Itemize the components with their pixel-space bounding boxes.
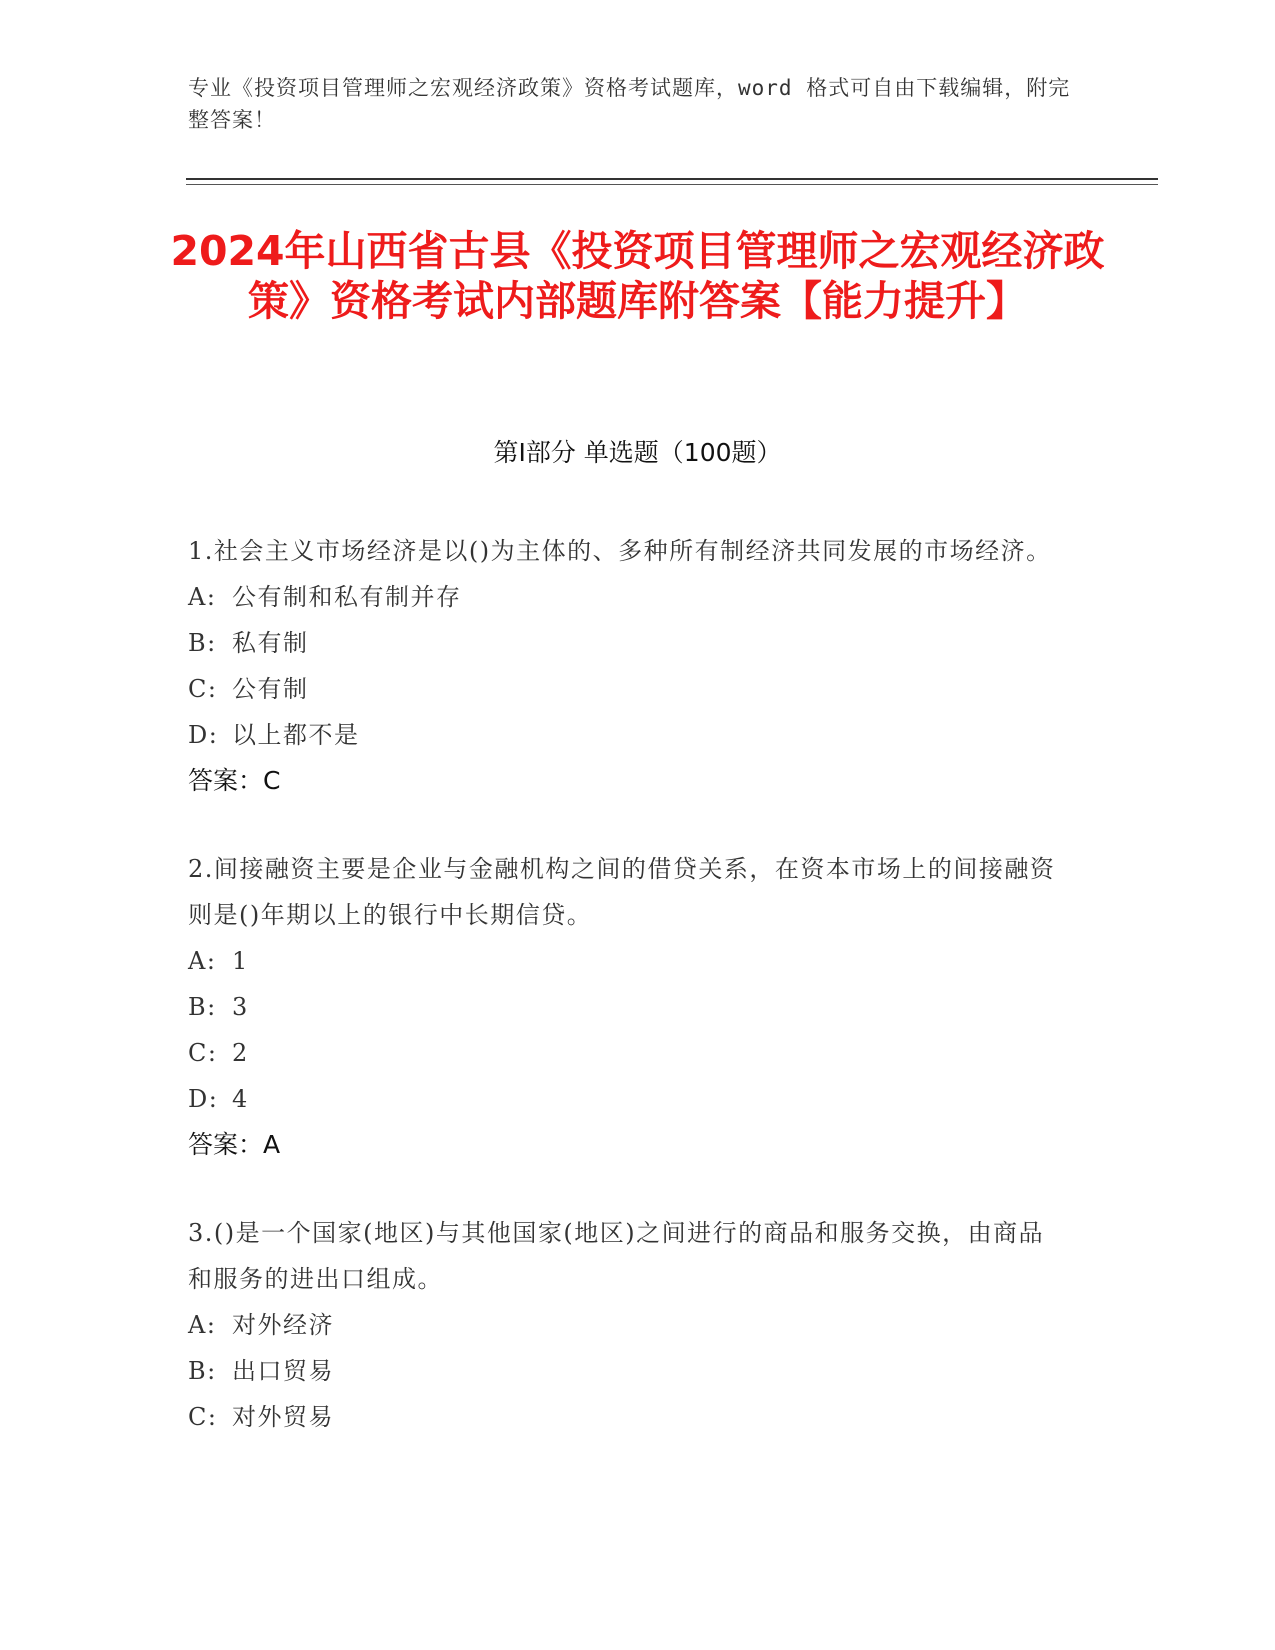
option-key: A: [188, 947, 217, 975]
option-text: 私有制 [232, 629, 309, 657]
option-text: 公有制和私有制并存 [232, 583, 462, 611]
option-key: B: [188, 629, 217, 657]
option-d [188, 712, 1068, 758]
option-text: 对外经济 [232, 1311, 334, 1339]
question-stem: 1.社会主义市场经济是以()为主体的、多种所有制经济共同发展的市场经济。 [188, 537, 1052, 565]
question-3 [188, 1210, 1068, 1440]
question-2 [188, 846, 1068, 1168]
option-text: 出口贸易 [232, 1357, 334, 1385]
option-key: C: [188, 675, 218, 703]
option-key: B: [188, 993, 217, 1021]
option-text: 1 [232, 947, 249, 975]
option-text: 公有制 [232, 675, 309, 703]
question-stem: 3.()是一个国家(地区)与其他国家(地区)之间进行的商品和服务交换，由商品和服务的进出口组成。 [188, 1219, 1045, 1293]
option-a [188, 574, 1068, 620]
header-note: 专业《投资项目管理师之宏观经济政策》资格考试题库，word 格式可自由下载编辑，附完整答案！ [188, 76, 1071, 132]
option-a [188, 1302, 1068, 1348]
option-key: D: [188, 1085, 219, 1113]
option-text: 以上都不是 [232, 721, 360, 749]
option-b [188, 984, 1068, 1030]
question-list [188, 528, 1068, 1482]
option-text: 2 [232, 1039, 249, 1067]
option-b [188, 620, 1068, 666]
option-text: 3 [232, 993, 249, 1021]
option-text: 4 [232, 1085, 249, 1113]
option-key: B: [188, 1357, 217, 1385]
option-key: A: [188, 1311, 217, 1339]
option-text: 对外贸易 [232, 1403, 334, 1431]
option-a [188, 938, 1068, 984]
section-title: 第Ⅰ部分 单选题（100题） [493, 438, 782, 467]
answer: 答案：A [188, 1130, 281, 1159]
document-title: 2024年山西省古县《投资项目管理师之宏观经济政策》资格考试内部题库附答案【能力提升】 [170, 227, 1105, 325]
header-rule-thick [186, 178, 1158, 180]
option-key: C: [188, 1039, 218, 1067]
option-c [188, 1394, 1068, 1440]
header-rule-thin [186, 184, 1158, 185]
question-stem: 2.间接融资主要是企业与金融机构之间的借贷关系，在资本市场上的间接融资则是()年期以上的银行中长期信贷。 [188, 855, 1056, 929]
option-c [188, 666, 1068, 712]
question-1 [188, 528, 1068, 804]
option-key: A: [188, 583, 217, 611]
option-key: C: [188, 1403, 218, 1431]
option-c [188, 1030, 1068, 1076]
option-b [188, 1348, 1068, 1394]
option-d [188, 1076, 1068, 1122]
answer: 答案：C [188, 766, 281, 795]
option-key: D: [188, 721, 219, 749]
